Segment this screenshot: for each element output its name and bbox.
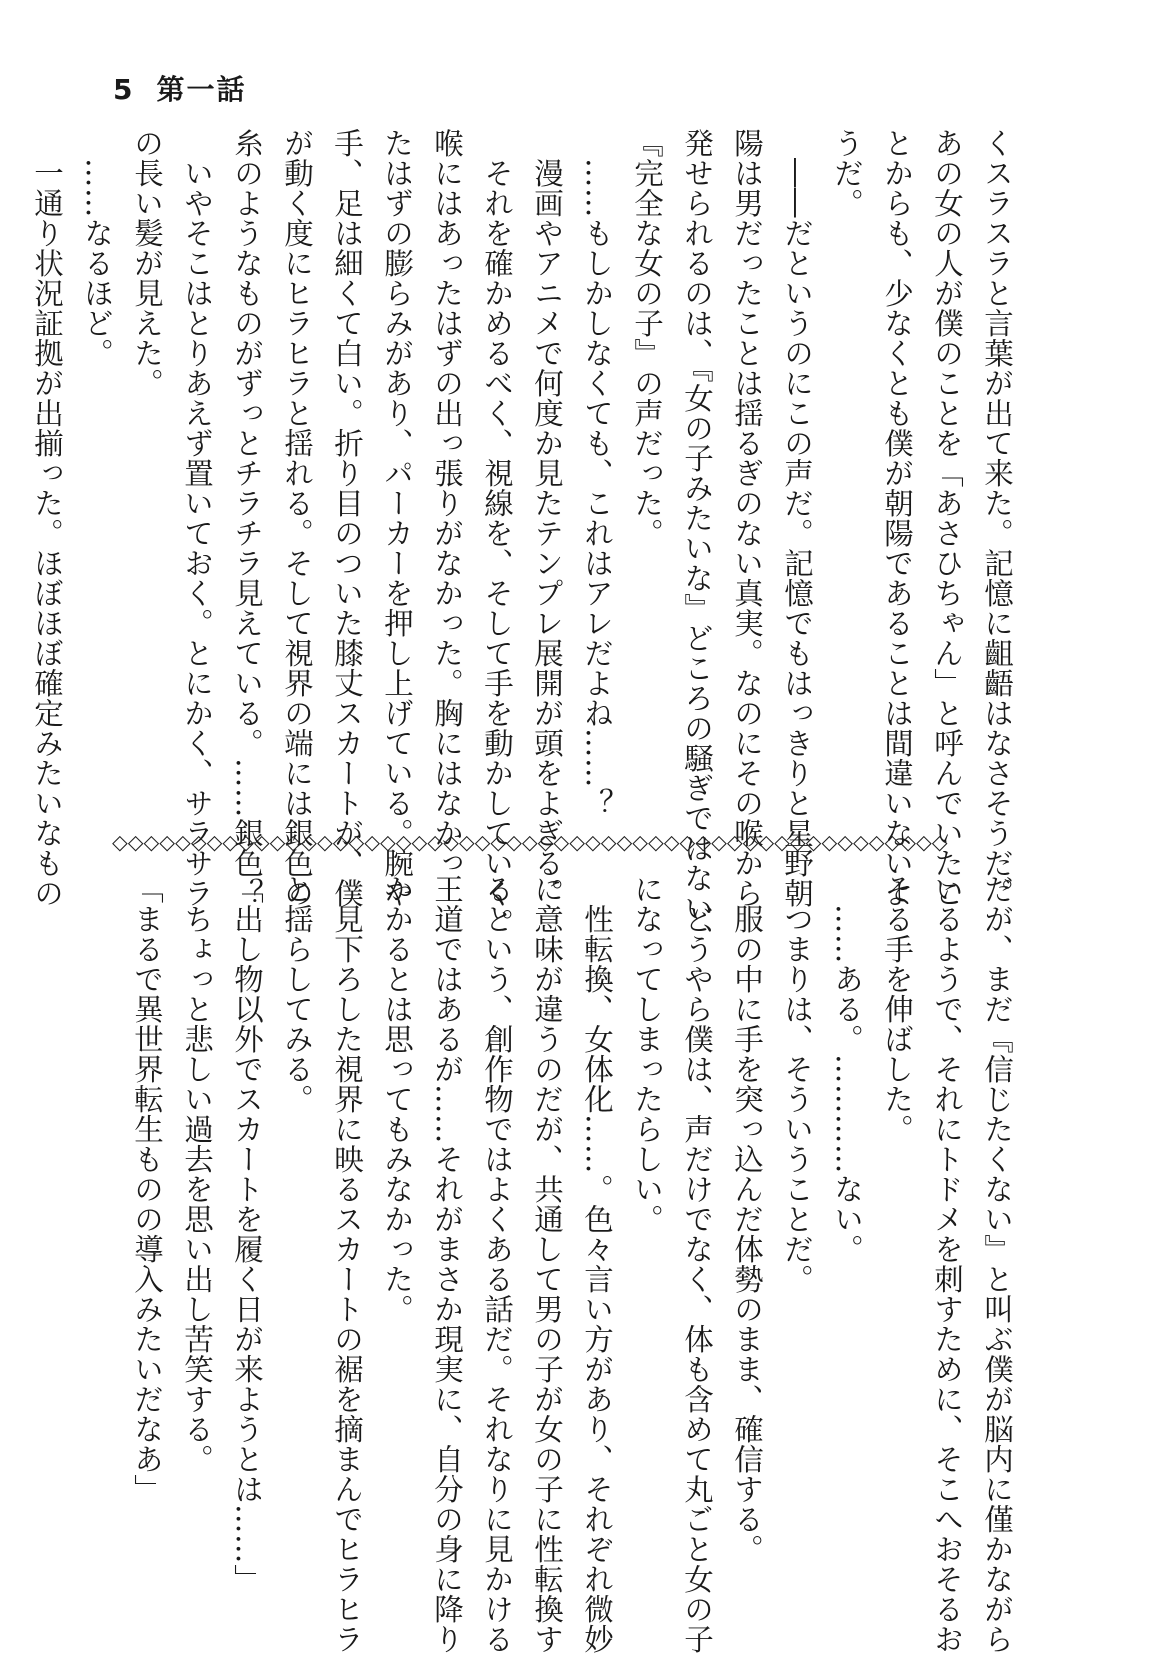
text-line: ちょっと悲しい過去を思い出し苦笑する。	[180, 874, 214, 1474]
text-line: 手、足は細くて白い。折り目のついた膝丈スカートが、僕	[330, 128, 364, 908]
text-line: あの女の人が僕のことを「あさひちゃん」と呼んでいたこ	[930, 128, 964, 908]
text-line: そる手を伸ばした。	[880, 874, 914, 1144]
text-line: 「まるで異世界転生ものの導入みたいだなあ」	[130, 874, 164, 1504]
text-line: ……ある。…………ない。	[830, 874, 864, 1264]
text-line: 喉にはあったはずの出っ張りがなかった。胸にはなかっ	[430, 128, 464, 878]
text-line: ……もしかしなくても、これはアレだよね……？	[580, 128, 614, 818]
text-line: うだ。	[830, 128, 864, 218]
text-line: だが、まだ『信じたくない』と叫ぶ僕が脳内に僅かながら	[980, 874, 1014, 1654]
text-line: つまりは、そういうことだ。	[780, 874, 814, 1294]
text-line: ……なるほど。	[80, 128, 114, 368]
text-line: るという、創作物ではよくある話だ。それなりに見かける	[480, 874, 514, 1654]
text-line: いるようで、それにトドメを刺すために、そこへおそるお	[930, 874, 964, 1654]
text-line: それを確かめるべく、視線を、そして手を動かしていく。	[480, 128, 514, 938]
text-line: の長い髪が見えた。	[130, 128, 164, 398]
chapter-title: 第一話	[156, 73, 247, 106]
text-line: 見下ろした視界に映るスカートの裾を摘まんでヒラヒラ	[330, 874, 364, 1654]
text-line: 糸のようなものがずっとチラチラ見えている。……銀色？	[230, 128, 264, 908]
section-divider: ◇◇◇◇◇◇◇◇◇◇◇◇◇◇◇◇◇◇◇◇◇◇◇◇◇◇◇◇◇◇◇◇◇◇◇◇◇◇◇◇◇◇◇◇◇◇◇◇◇◇◇◇◇	[112, 830, 948, 854]
text-line: 『完全な女の子』の声だった。	[630, 128, 664, 548]
text-line: 発せられるのは、『女の子みたいな』どころの騒ぎではない、	[680, 128, 714, 954]
text-line: 漫画やアニメで何度か見たテンプレ展開が頭をよぎる。	[530, 128, 564, 908]
text-line: 王道ではあるが……それがまさか現実に、自分の身に降り	[430, 874, 464, 1654]
text-line: たはずの膨らみがあり、パーカーを押し上げている。腕や	[380, 128, 414, 908]
text-line: と揺らしてみる。	[280, 874, 314, 1114]
text-line: に意味が違うのだが、共通して男の子が女の子に性転換す	[530, 874, 564, 1654]
text-line: いやそこはとりあえず置いておく。とにかく、サラサラ	[180, 128, 214, 908]
text-line: が動く度にヒラヒラと揺れる。そして視界の端には銀色の	[280, 128, 314, 908]
text-line: どうやら僕は、声だけでなく、体も含めて丸ごと女の子	[680, 874, 714, 1654]
text-line: 服の中に手を突っ込んだ体勢のまま、確信する。	[730, 874, 764, 1564]
text-line: 陽は男だったことは揺るぎのない真実。なのにその喉から	[730, 128, 764, 908]
text-line: ――だというのにこの声だ。記憶でもはっきりと星野朝	[780, 128, 814, 908]
text-line: くスラスラと言葉が出て来た。記憶に齟齬はなさそうだ。	[980, 128, 1014, 908]
text-line: 「出し物以外でスカートを履く日が来ようとは……」	[230, 874, 264, 1594]
page-number: 5	[113, 73, 135, 106]
text-line: になってしまったらしい。	[630, 874, 664, 1234]
text-line: かかるとは思ってもみなかった。	[380, 874, 414, 1324]
page-header	[113, 68, 247, 108]
text-block-bottom	[122, 874, 1022, 1654]
text-line: 一通り状況証拠が出揃った。ほぼほぼ確定みたいなもの	[30, 128, 64, 908]
text-line: とからも、少なくとも僕が朝陽であることは間違いないよ	[880, 128, 914, 908]
text-block-top	[22, 128, 1022, 954]
text-line: 性転換、女体化……。色々言い方があり、それぞれ微妙	[580, 874, 614, 1654]
